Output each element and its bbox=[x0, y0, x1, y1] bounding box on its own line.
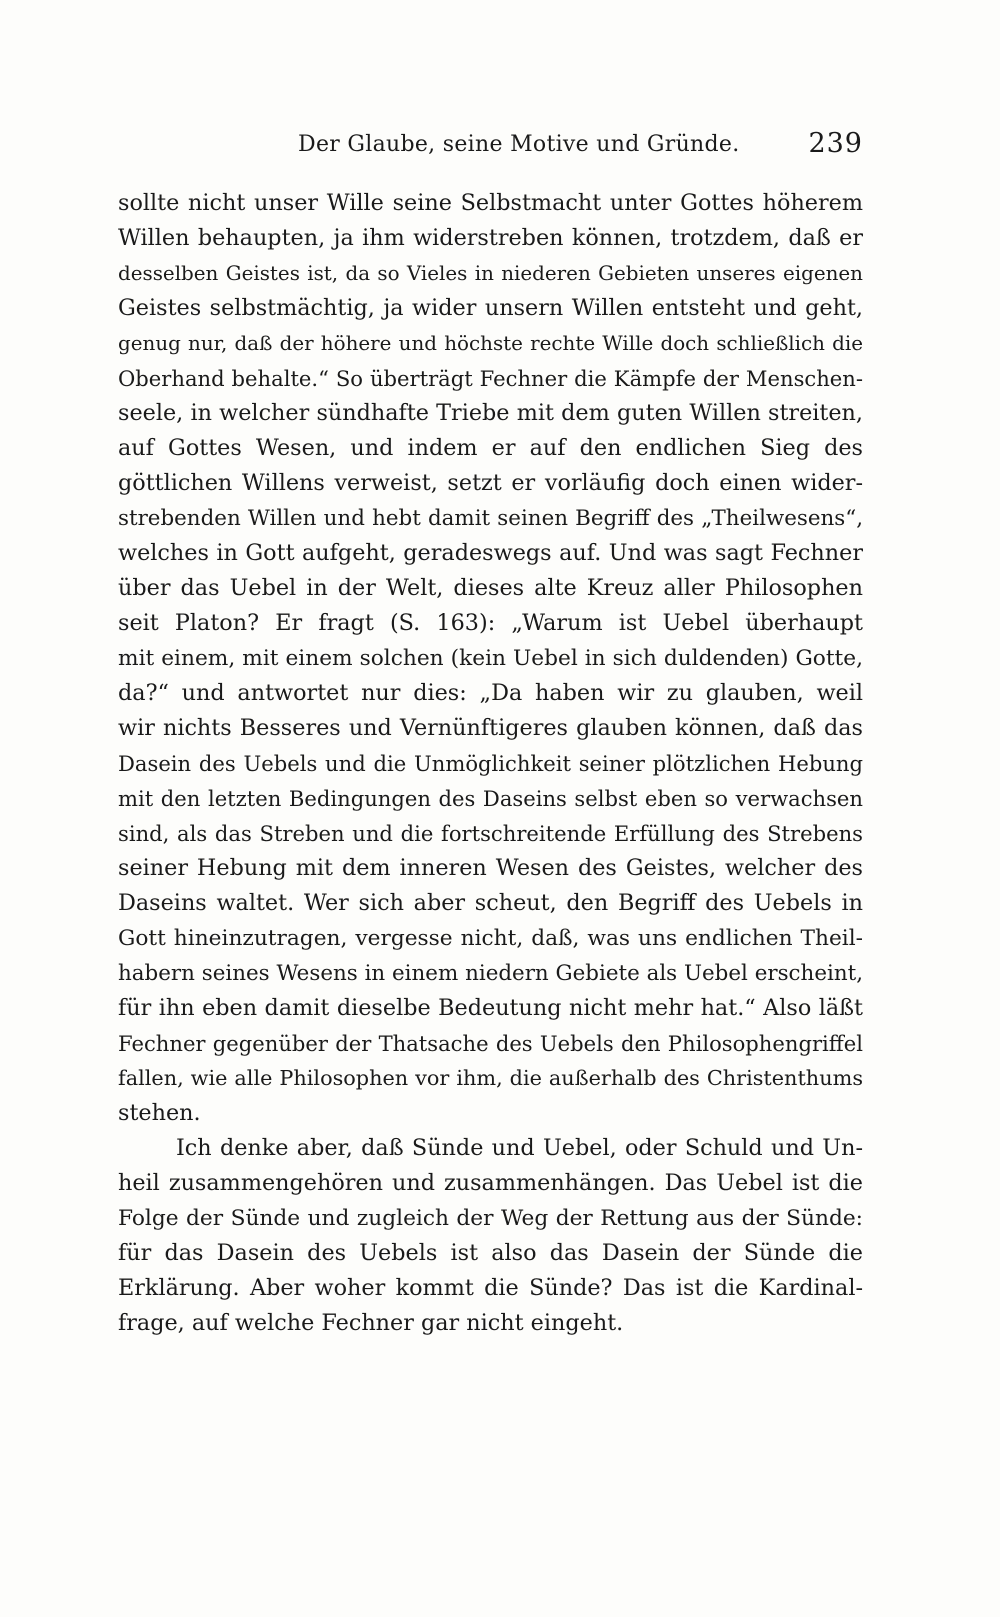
text-line: fallen, wie alle Philosophen vor ihm, die außerhalb des Christenthums bbox=[118, 1066, 863, 1090]
text-line: heil zusammengehören und zusammenhängen. Das Uebel ist die bbox=[118, 1170, 863, 1196]
text-line: Folge der Sünde und zugleich der Weg der Rettung aus der Sünde: bbox=[118, 1206, 863, 1231]
text-line: genug nur, daß der höhere und höchste rechte Wille doch schließlich die bbox=[118, 332, 863, 355]
text-line: über das Uebel in der Welt, dieses alte Kreuz aller Philosophen bbox=[118, 575, 863, 601]
text-line: Fechner gegenüber der Thatsache des Uebels den Philosophengriffel bbox=[118, 1031, 863, 1056]
text-line: habern seines Wesens in einem niedern Gebiete als Uebel erscheint, bbox=[118, 961, 863, 986]
text-line: sollte nicht unser Wille seine Selbstmacht unter Gottes höherem bbox=[118, 190, 863, 216]
text-line: stehen. bbox=[118, 1100, 201, 1126]
text-line: da?“ und antwortet nur dies: „Da haben wir zu glauben, weil bbox=[118, 680, 863, 706]
paragraph-2 bbox=[118, 1131, 863, 1341]
text-line: wir nichts Besseres und Vernünftigeres glauben können, daß das bbox=[118, 715, 863, 741]
text-line: Oberhand behalte.“ So überträgt Fechner die Kämpfe der Menschen- bbox=[118, 366, 863, 391]
text-line: seit Platon? Er fragt (S. 163): „Warum ist Uebel überhaupt bbox=[118, 610, 863, 636]
paragraph-1 bbox=[118, 186, 863, 1131]
page-number: 239 bbox=[808, 128, 863, 159]
text-line: Daseins waltet. Wer sich aber scheut, den Begriff des Uebels in bbox=[118, 890, 863, 916]
text-line: seele, in welcher sündhafte Triebe mit dem guten Willen streiten, bbox=[118, 400, 863, 426]
text-line: welches in Gott aufgeht, geradeswegs auf. Und was sagt Fechner bbox=[118, 540, 863, 566]
text-line: Erklärung. Aber woher kommt die Sünde? Das ist die Kardinal- bbox=[118, 1275, 863, 1301]
text-line: Geistes selbstmächtig, ja wider unsern Willen entsteht und geht, bbox=[118, 295, 863, 321]
body-text bbox=[118, 186, 863, 1341]
text-line: mit den letzten Bedingungen des Daseins selbst eben so verwachsen bbox=[118, 786, 863, 811]
text-line: Gott hineinzutragen, vergesse nicht, daß, was uns endlichen Theil- bbox=[118, 926, 863, 951]
text-line: göttlichen Willens verweist, setzt er vorläufig doch einen wider- bbox=[118, 470, 863, 496]
running-head bbox=[118, 128, 863, 168]
text-line: für ihn eben damit dieselbe Bedeutung nicht mehr hat.“ Also läßt bbox=[118, 995, 863, 1021]
running-title: Der Glaube, seine Motive und Gründe. bbox=[298, 132, 740, 157]
text-line: Dasein des Uebels und die Unmöglichkeit seiner plötzlichen Hebung bbox=[118, 751, 863, 776]
text-line: auf Gottes Wesen, und indem er auf den endlichen Sieg des bbox=[118, 435, 863, 461]
text-line: Ich denke aber, daß Sünde und Uebel, oder Schuld und Un- bbox=[176, 1135, 863, 1161]
text-line: desselben Geistes ist, da so Vieles in niederen Gebieten unseres eigenen bbox=[118, 262, 863, 285]
text-line: mit einem, mit einem solchen (kein Uebel in sich duldenden) Gotte, bbox=[118, 646, 863, 671]
text-line: strebenden Willen und hebt damit seinen Begriff des „Theilwesens“, bbox=[118, 506, 863, 531]
text-line: Willen behaupten, ja ihm widerstreben können, trotzdem, daß er bbox=[118, 225, 863, 251]
text-line: frage, auf welche Fechner gar nicht eingeht. bbox=[118, 1310, 624, 1336]
text-line: seiner Hebung mit dem inneren Wesen des Geistes, welcher des bbox=[118, 855, 863, 881]
text-line: für das Dasein des Uebels ist also das Dasein der Sünde die bbox=[118, 1240, 863, 1266]
text-line: sind, als das Streben und die fortschreitende Erfüllung des Strebens bbox=[118, 821, 863, 846]
